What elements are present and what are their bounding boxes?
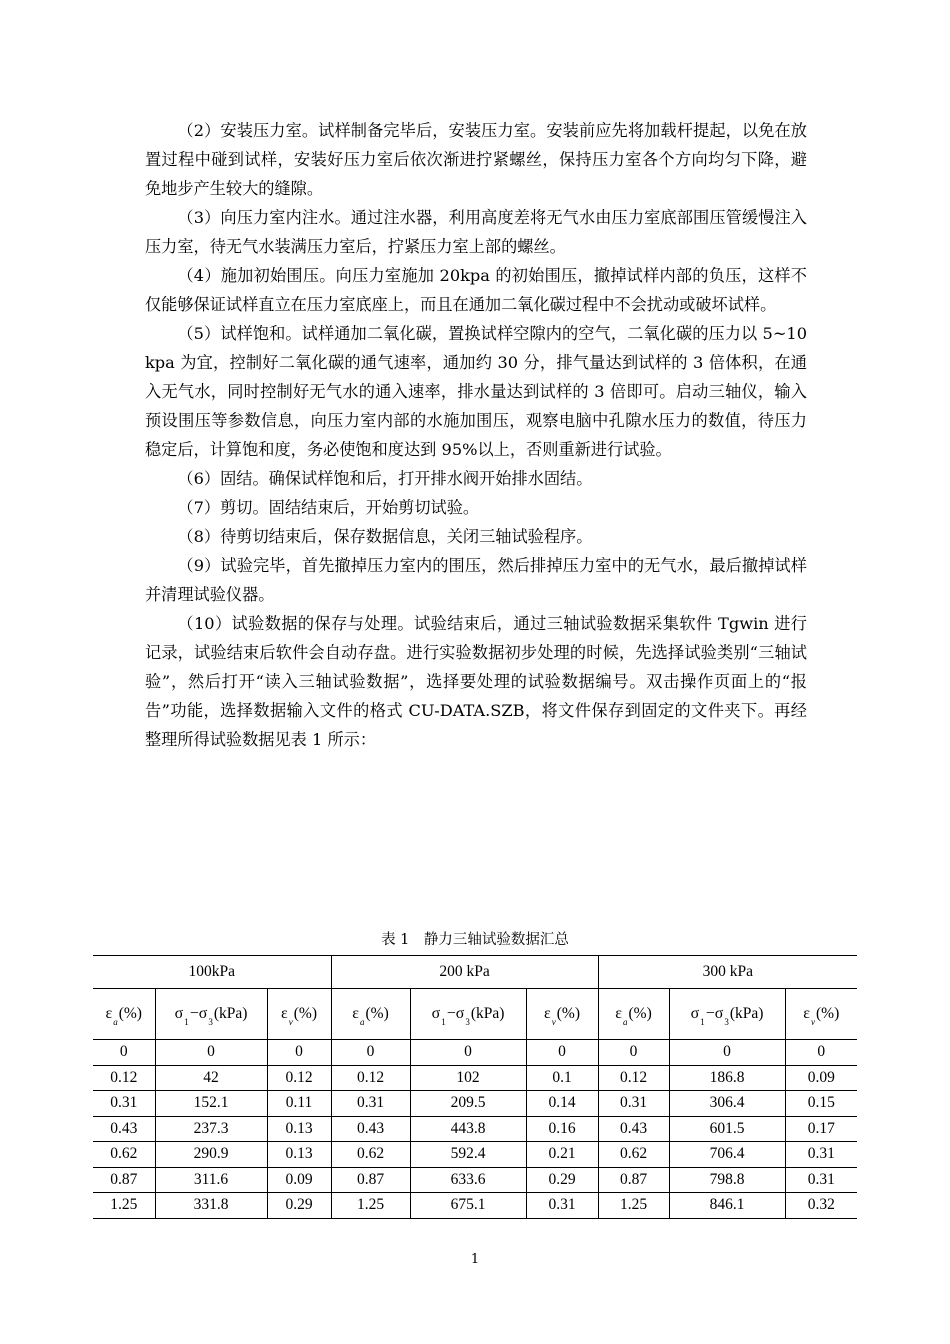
table-cell: 633.6 — [410, 1167, 526, 1193]
table-cell: 0 — [93, 1040, 155, 1066]
group-header-300kpa: 300 kPa — [598, 956, 857, 989]
table-cell: 0.87 — [93, 1167, 155, 1193]
table-caption: 表 1 静力三轴试验数据汇总 — [381, 932, 569, 948]
group-header-100kpa: 100kPa — [93, 956, 331, 989]
table-row — [93, 1091, 857, 1117]
table-cell: 0 — [785, 1040, 857, 1066]
table-cell: 0 — [155, 1040, 267, 1066]
table-cell: 290.9 — [155, 1142, 267, 1168]
table-cell: 42 — [155, 1065, 267, 1091]
table-cell: 0.09 — [785, 1065, 857, 1091]
table-row — [93, 1167, 857, 1193]
table-row — [93, 1040, 857, 1066]
table-cell: 0.62 — [331, 1142, 410, 1168]
table-row — [93, 1142, 857, 1168]
table-cell: 0 — [331, 1040, 410, 1066]
table-cell: 601.5 — [669, 1116, 785, 1142]
table-cell: 0.31 — [93, 1091, 155, 1117]
table-cell: 0.31 — [598, 1091, 669, 1117]
col-header-deviator-stress: $\sigma_1-\sigma_3(kPa)$ — [155, 989, 267, 1040]
paragraph-step-4: （4）施加初始围压。向压力室施加 20kpa 的初始围压，撤掉试样内部的负压，这样不仅能够保证试样直立在压力室底座上，而且在通加二氧化碳过程中不会扰动或破坏试样。 — [145, 266, 807, 314]
col-header-volumetric-strain: $\varepsilon_v(\%)$ — [526, 989, 598, 1040]
table-cell: 706.4 — [669, 1142, 785, 1168]
table-cell: 0.62 — [93, 1142, 155, 1168]
table-cell: 0.32 — [785, 1193, 857, 1219]
table-cell: 0.31 — [785, 1142, 857, 1168]
table-cell: 0 — [410, 1040, 526, 1066]
table-cell: 0.21 — [526, 1142, 598, 1168]
table-cell: 0.12 — [331, 1065, 410, 1091]
table-cell: 0.12 — [93, 1065, 155, 1091]
table-cell: 0.12 — [598, 1065, 669, 1091]
table-cell: 0 — [598, 1040, 669, 1066]
table-cell: 592.4 — [410, 1142, 526, 1168]
table-cell: 0.16 — [526, 1116, 598, 1142]
table-cell: 798.8 — [669, 1167, 785, 1193]
col-header-volumetric-strain: $\varepsilon_v(\%)$ — [267, 989, 331, 1040]
table-cell: 0.17 — [785, 1116, 857, 1142]
table-cell: 0.87 — [598, 1167, 669, 1193]
table-cell: 846.1 — [669, 1193, 785, 1219]
paragraph-step-3: （3）向压力室内注水。通过注水器，利用高度差将无气水由压力室底部围压管缓慢注入压力室，待无气水装满压力室后，拧紧压力室上部的螺丝。 — [145, 208, 807, 256]
triaxial-data-table — [93, 955, 857, 1219]
paragraph-step-8: （8）待剪切结束后，保存数据信息，关闭三轴试验程序。 — [177, 527, 593, 546]
table-row — [93, 1116, 857, 1142]
table-cell: 0.13 — [267, 1116, 331, 1142]
table-cell: 0.87 — [331, 1167, 410, 1193]
table-cell: 331.8 — [155, 1193, 267, 1219]
table-cell: 0.31 — [526, 1193, 598, 1219]
paragraph-step-2: （2）安装压力室。试样制备完毕后，安装压力室。安装前应先将加载杆提起，以免在放置过程中碰到试样，安装好压力室后依次渐进拧紧螺丝，保持压力室各个方向均匀下降，避免地步产生较大的缝隙。 — [145, 121, 807, 198]
table-cell: 675.1 — [410, 1193, 526, 1219]
paragraph-step-7: （7）剪切。固结结束后，开始剪切试验。 — [177, 498, 480, 517]
table-cell: 0.43 — [598, 1116, 669, 1142]
table-cell: 0.43 — [93, 1116, 155, 1142]
col-header-deviator-stress: $\sigma_1-\sigma_3(kPa)$ — [410, 989, 526, 1040]
table-cell: 1.25 — [93, 1193, 155, 1219]
table-cell: 311.6 — [155, 1167, 267, 1193]
column-header-row — [93, 989, 857, 1040]
table-cell: 0.31 — [331, 1091, 410, 1117]
table-cell: 0.12 — [267, 1065, 331, 1091]
col-header-deviator-stress: $\sigma_1-\sigma_3(kPa)$ — [669, 989, 785, 1040]
table-cell: 1.25 — [598, 1193, 669, 1219]
pressure-group-header-row — [93, 956, 857, 989]
page-number: 1 — [470, 1252, 480, 1267]
paragraph-step-5: （5）试样饱和。试样通加二氧化碳，置换试样空隙内的空气，二氧化碳的压力以 5~10kpa 为宜，控制好二氧化碳的通气速率，通加约 30 分，排气量达到试样的 3 倍体积，在通入无气水，同时控制好无气水的通入速率，排水量达到试样的 3 倍即可。启动三轴仪，输入预设围压等参数信息，向压力室内部的水施加围压，观察电脑中孔隙水压力的数值，待压力稳定后，计算饱和度，务必使饱和度达到 95%以上，否则重新进行试验。 — [145, 324, 807, 459]
table-cell: 306.4 — [669, 1091, 785, 1117]
table-cell: 0.13 — [267, 1142, 331, 1168]
table-cell: 0.62 — [598, 1142, 669, 1168]
table-cell: 0 — [526, 1040, 598, 1066]
table-cell: 0.31 — [785, 1167, 857, 1193]
table-row — [93, 1193, 857, 1219]
paragraph-step-9: （9）试验完毕，首先撤掉压力室内的围压，然后排掉压力室中的无气水，最后撤掉试样并清理试验仪器。 — [145, 556, 807, 604]
table-cell: 1.25 — [331, 1193, 410, 1219]
table-cell: 0.43 — [331, 1116, 410, 1142]
paragraph-step-10: （10）试验数据的保存与处理。试验结束后，通过三轴试验数据采集软件 Tgwin 进行记录，试验结束后软件会自动存盘。进行实验数据初步处理的时候，先选择试验类别“三轴试验”，然后打开“读入三轴试验数据”，选择要处理的试验数据编号。双击操作页面上的“报告”功能，选择数据输入文件的格式 CU-DATA.SZB，将文件保存到固定的文件夹下。再经整理所得试验数据见表 1 所示： — [145, 614, 807, 749]
group-header-200kpa: 200 kPa — [331, 956, 598, 989]
table-cell: 186.8 — [669, 1065, 785, 1091]
table-cell: 152.1 — [155, 1091, 267, 1117]
table-cell: 0.14 — [526, 1091, 598, 1117]
table-cell: 0.1 — [526, 1065, 598, 1091]
table-cell: 0 — [669, 1040, 785, 1066]
body-text — [145, 116, 807, 754]
paragraph-step-6: （6）固结。确保试样饱和后，打开排水阀开始排水固结。 — [177, 469, 593, 488]
table-cell: 0 — [267, 1040, 331, 1066]
table-cell: 0.09 — [267, 1167, 331, 1193]
table-row — [93, 1065, 857, 1091]
table-cell: 0.11 — [267, 1091, 331, 1117]
table-cell: 0.15 — [785, 1091, 857, 1117]
table-cell: 0.29 — [526, 1167, 598, 1193]
table-cell: 102 — [410, 1065, 526, 1091]
col-header-axial-strain: $\varepsilon_a(\%)$ — [598, 989, 669, 1040]
table-cell: 237.3 — [155, 1116, 267, 1142]
table-cell: 0.29 — [267, 1193, 331, 1219]
table-cell: 209.5 — [410, 1091, 526, 1117]
table-cell: 443.8 — [410, 1116, 526, 1142]
col-header-axial-strain: $\varepsilon_a(\%)$ — [331, 989, 410, 1040]
col-header-axial-strain: $\varepsilon_a(\%)$ — [93, 989, 155, 1040]
col-header-volumetric-strain: $\varepsilon_v(\%)$ — [785, 989, 857, 1040]
